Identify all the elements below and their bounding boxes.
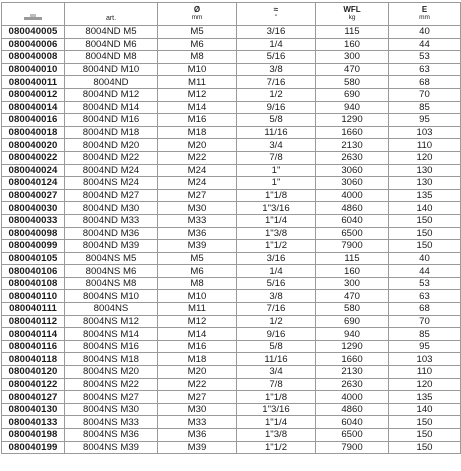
e-cell: 70	[389, 315, 461, 328]
table-row	[2, 353, 461, 366]
art-cell: 8004NS M20	[65, 366, 158, 379]
diameter-cell: M6	[158, 265, 237, 278]
wfl-cell: 1290	[316, 340, 389, 353]
diameter-cell: M20	[158, 139, 237, 152]
e-cell: 130	[389, 177, 461, 190]
art-cell: 8004NS M27	[65, 391, 158, 404]
inch-unit: "	[274, 14, 278, 21]
code-cell: 080040024	[2, 164, 65, 177]
table-row	[2, 177, 461, 190]
wfl-cell: 6500	[316, 429, 389, 442]
art-header-label: art.	[105, 15, 117, 22]
art-cell: 8004NS M10	[65, 290, 158, 303]
code-cell: 080040008	[2, 51, 65, 64]
art-cell: 8004ND M20	[65, 139, 158, 152]
inch-cell: 7/8	[237, 378, 316, 391]
inch-cell: 1"3/8	[237, 227, 316, 240]
wfl-cell: 580	[316, 76, 389, 89]
wfl-cell: 690	[316, 88, 389, 101]
inch-cell: 1"	[237, 177, 316, 190]
inch-cell: 1"1/4	[237, 214, 316, 227]
wfl-cell: 6500	[316, 227, 389, 240]
inch-cell: 7/16	[237, 76, 316, 89]
code-cell: 080040133	[2, 416, 65, 429]
table-row	[2, 202, 461, 215]
art-cell: 8004NS M18	[65, 353, 158, 366]
art-cell: 8004ND M39	[65, 240, 158, 253]
wfl-cell: 1290	[316, 114, 389, 127]
art-cell: 8004NS M30	[65, 403, 158, 416]
table-header	[2, 3, 461, 26]
code-cell: 080040116	[2, 340, 65, 353]
e-cell: 95	[389, 114, 461, 127]
table-row	[2, 277, 461, 290]
e-cell: 150	[389, 227, 461, 240]
diameter-cell: M30	[158, 403, 237, 416]
code-cell: 080040127	[2, 391, 65, 404]
inch-column-header	[237, 3, 316, 26]
e-cell: 40	[389, 252, 461, 265]
e-cell: 150	[389, 240, 461, 253]
code-cell: 080040014	[2, 101, 65, 114]
code-cell: 080040122	[2, 378, 65, 391]
e-cell: 150	[389, 416, 461, 429]
e-cell: 53	[389, 51, 461, 64]
wfl-cell: 6040	[316, 416, 389, 429]
code-cell: 080040098	[2, 227, 65, 240]
e-cell: 150	[389, 429, 461, 442]
e-cell: 44	[389, 265, 461, 278]
e-cell: 110	[389, 139, 461, 152]
table-row	[2, 63, 461, 76]
inch-cell: 1"1/4	[237, 416, 316, 429]
inch-cell: 11/16	[237, 353, 316, 366]
art-cell: 8004ND M10	[65, 63, 158, 76]
table-row	[2, 164, 461, 177]
e-cell: 53	[389, 277, 461, 290]
e-cell: 103	[389, 353, 461, 366]
diameter-cell: M27	[158, 189, 237, 202]
e-cell: 110	[389, 366, 461, 379]
code-column-header	[2, 3, 65, 26]
diameter-cell: M10	[158, 63, 237, 76]
table-row	[2, 441, 461, 454]
code-cell: 080040114	[2, 328, 65, 341]
diameter-cell: M8	[158, 51, 237, 64]
wfl-cell: 2130	[316, 366, 389, 379]
inch-cell: 5/16	[237, 51, 316, 64]
approx-symbol: ≈	[273, 5, 279, 14]
art-cell: 8004ND M36	[65, 227, 158, 240]
code-cell: 080040027	[2, 189, 65, 202]
wfl-cell: 470	[316, 290, 389, 303]
art-cell: 8004ND M8	[65, 51, 158, 64]
code-cell: 080040124	[2, 177, 65, 190]
table-row	[2, 265, 461, 278]
table-row	[2, 315, 461, 328]
diameter-cell: M39	[158, 240, 237, 253]
wfl-cell: 2130	[316, 139, 389, 152]
art-cell: 8004NS M39	[65, 441, 158, 454]
code-cell: 080040020	[2, 139, 65, 152]
header-row	[2, 3, 461, 26]
inch-cell: 1"	[237, 164, 316, 177]
diameter-unit: mm	[191, 14, 203, 21]
e-cell: 130	[389, 164, 461, 177]
wfl-cell: 940	[316, 328, 389, 341]
inch-cell: 5/8	[237, 340, 316, 353]
table-row	[2, 26, 461, 39]
wfl-cell: 115	[316, 252, 389, 265]
code-cell: 080040006	[2, 38, 65, 51]
table-row	[2, 366, 461, 379]
table-row	[2, 151, 461, 164]
wfl-cell: 3060	[316, 177, 389, 190]
wfl-cell: 4860	[316, 403, 389, 416]
diameter-cell: M22	[158, 378, 237, 391]
inch-cell: 9/16	[237, 328, 316, 341]
diameter-cell: M27	[158, 391, 237, 404]
code-cell: 080040106	[2, 265, 65, 278]
wfl-unit: kg	[348, 14, 356, 21]
inch-cell: 5/8	[237, 114, 316, 127]
code-cell: 080040198	[2, 429, 65, 442]
e-cell: 140	[389, 202, 461, 215]
table-row	[2, 126, 461, 139]
wfl-cell: 115	[316, 26, 389, 39]
wfl-column-header	[316, 3, 389, 26]
diameter-symbol: Ø	[193, 5, 201, 14]
wfl-cell: 1660	[316, 353, 389, 366]
wfl-cell: 4000	[316, 391, 389, 404]
code-cell: 080040110	[2, 290, 65, 303]
diameter-cell: M24	[158, 177, 237, 190]
diameter-cell: M33	[158, 416, 237, 429]
diameter-cell: M36	[158, 429, 237, 442]
wfl-cell: 300	[316, 277, 389, 290]
e-column-header	[389, 3, 461, 26]
e-cell: 40	[389, 26, 461, 39]
table-row	[2, 391, 461, 404]
table-row	[2, 429, 461, 442]
code-cell: 080040120	[2, 366, 65, 379]
table-row	[2, 328, 461, 341]
code-cell: 080040111	[2, 303, 65, 316]
table-row	[2, 416, 461, 429]
diameter-cell: M5	[158, 26, 237, 39]
table-row	[2, 189, 461, 202]
art-cell: 8004NS M14	[65, 328, 158, 341]
e-cell: 150	[389, 214, 461, 227]
wfl-cell: 7900	[316, 441, 389, 454]
inch-cell: 1"1/2	[237, 240, 316, 253]
diameter-cell: M14	[158, 101, 237, 114]
code-cell: 080040105	[2, 252, 65, 265]
e-cell: 63	[389, 290, 461, 303]
inch-cell: 1"1/2	[237, 441, 316, 454]
diameter-cell: M12	[158, 315, 237, 328]
wfl-cell: 2630	[316, 378, 389, 391]
inch-cell: 5/16	[237, 277, 316, 290]
code-cell: 080040012	[2, 88, 65, 101]
art-cell: 8004NS M24	[65, 177, 158, 190]
code-cell: 080040199	[2, 441, 65, 454]
inch-cell: 1/2	[237, 88, 316, 101]
wfl-cell: 580	[316, 303, 389, 316]
table-row	[2, 378, 461, 391]
table-row	[2, 403, 461, 416]
code-cell: 080040011	[2, 76, 65, 89]
inch-cell: 1"1/8	[237, 189, 316, 202]
inch-cell: 3/16	[237, 252, 316, 265]
art-cell: 8004ND M24	[65, 164, 158, 177]
inch-cell: 3/8	[237, 63, 316, 76]
diameter-column-header	[158, 3, 237, 26]
table-row	[2, 38, 461, 51]
inch-cell: 3/4	[237, 366, 316, 379]
art-cell: 8004ND M22	[65, 151, 158, 164]
art-column-header	[65, 3, 158, 26]
art-cell: 8004NS M36	[65, 429, 158, 442]
inch-cell: 1/4	[237, 265, 316, 278]
art-cell: 8004ND M18	[65, 126, 158, 139]
wfl-label: WFL	[343, 5, 361, 14]
inch-cell: 1"3/8	[237, 429, 316, 442]
wfl-cell: 3060	[316, 164, 389, 177]
art-cell: 8004ND	[65, 76, 158, 89]
diameter-cell: M12	[158, 88, 237, 101]
e-cell: 120	[389, 378, 461, 391]
inch-cell: 1"3/16	[237, 403, 316, 416]
table-row	[2, 240, 461, 253]
table-row	[2, 303, 461, 316]
e-cell: 68	[389, 303, 461, 316]
table-row	[2, 76, 461, 89]
inch-cell: 1/4	[237, 38, 316, 51]
art-cell: 8004NS M22	[65, 378, 158, 391]
diameter-cell: M39	[158, 441, 237, 454]
e-cell: 135	[389, 391, 461, 404]
inch-cell: 11/16	[237, 126, 316, 139]
wfl-cell: 7900	[316, 240, 389, 253]
code-cell: 080040010	[2, 63, 65, 76]
table-row	[2, 290, 461, 303]
diameter-cell: M11	[158, 303, 237, 316]
wfl-cell: 160	[316, 38, 389, 51]
diameter-cell: M33	[158, 214, 237, 227]
e-cell: 140	[389, 403, 461, 416]
table-row	[2, 101, 461, 114]
e-label: E	[421, 5, 428, 14]
code-cell: 080040118	[2, 353, 65, 366]
e-cell: 85	[389, 328, 461, 341]
diameter-cell: M18	[158, 126, 237, 139]
e-cell: 103	[389, 126, 461, 139]
art-cell: 8004NS M16	[65, 340, 158, 353]
e-cell: 95	[389, 340, 461, 353]
code-cell: 080040099	[2, 240, 65, 253]
code-cell: 080040112	[2, 315, 65, 328]
diameter-cell: M10	[158, 290, 237, 303]
table-body	[2, 26, 461, 454]
e-cell: 70	[389, 88, 461, 101]
table-row	[2, 340, 461, 353]
diameter-cell: M18	[158, 353, 237, 366]
inch-cell: 3/16	[237, 26, 316, 39]
table-row	[2, 252, 461, 265]
table-row	[2, 227, 461, 240]
code-cell: 080040030	[2, 202, 65, 215]
e-cell: 135	[389, 189, 461, 202]
diameter-cell: M20	[158, 366, 237, 379]
product-spec-table	[1, 2, 461, 454]
diameter-cell: M16	[158, 340, 237, 353]
table-row	[2, 114, 461, 127]
e-unit: mm	[419, 14, 430, 21]
art-cell: 8004NS M5	[65, 252, 158, 265]
diameter-cell: M8	[158, 277, 237, 290]
wfl-cell: 4860	[316, 202, 389, 215]
art-cell: 8004NS M12	[65, 315, 158, 328]
wfl-cell: 1660	[316, 126, 389, 139]
diameter-cell: M22	[158, 151, 237, 164]
wfl-cell: 690	[316, 315, 389, 328]
art-cell: 8004ND M5	[65, 26, 158, 39]
wfl-cell: 160	[316, 265, 389, 278]
art-cell: 8004ND M33	[65, 214, 158, 227]
e-cell: 44	[389, 38, 461, 51]
table-row	[2, 139, 461, 152]
art-cell: 8004NS M8	[65, 277, 158, 290]
wfl-cell: 940	[316, 101, 389, 114]
art-cell: 8004NS M33	[65, 416, 158, 429]
inch-cell: 1"1/8	[237, 391, 316, 404]
art-cell: 8004ND M14	[65, 101, 158, 114]
e-cell: 63	[389, 63, 461, 76]
code-cell: 080040016	[2, 114, 65, 127]
art-cell: 8004ND M12	[65, 88, 158, 101]
e-cell: 85	[389, 101, 461, 114]
e-cell: 68	[389, 76, 461, 89]
art-cell: 8004ND M30	[65, 202, 158, 215]
wfl-cell: 4000	[316, 189, 389, 202]
diameter-cell: M11	[158, 76, 237, 89]
inch-cell: 1"3/16	[237, 202, 316, 215]
e-cell: 120	[389, 151, 461, 164]
art-cell: 8004ND M27	[65, 189, 158, 202]
inch-cell: 7/16	[237, 303, 316, 316]
art-cell: 8004ND M6	[65, 38, 158, 51]
code-cell: 080040033	[2, 214, 65, 227]
wfl-cell: 6040	[316, 214, 389, 227]
inch-cell: 1/2	[237, 315, 316, 328]
inch-cell: 3/4	[237, 139, 316, 152]
table-row	[2, 51, 461, 64]
diameter-cell: M14	[158, 328, 237, 341]
inch-cell: 7/8	[237, 151, 316, 164]
code-cell: 080040022	[2, 151, 65, 164]
e-cell: 150	[389, 441, 461, 454]
inch-cell: 3/8	[237, 290, 316, 303]
diameter-cell: M30	[158, 202, 237, 215]
code-cell: 080040130	[2, 403, 65, 416]
art-cell: 8004NS M6	[65, 265, 158, 278]
diameter-cell: M36	[158, 227, 237, 240]
table-row	[2, 214, 461, 227]
code-cell: 080040018	[2, 126, 65, 139]
inch-cell: 9/16	[237, 101, 316, 114]
wfl-cell: 470	[316, 63, 389, 76]
pack-icon	[24, 12, 42, 20]
table-row	[2, 88, 461, 101]
art-cell: 8004ND M16	[65, 114, 158, 127]
diameter-cell: M24	[158, 164, 237, 177]
code-cell: 080040005	[2, 26, 65, 39]
wfl-cell: 300	[316, 51, 389, 64]
wfl-cell: 2630	[316, 151, 389, 164]
art-cell: 8004NS	[65, 303, 158, 316]
diameter-cell: M16	[158, 114, 237, 127]
diameter-cell: M5	[158, 252, 237, 265]
diameter-cell: M6	[158, 38, 237, 51]
code-cell: 080040108	[2, 277, 65, 290]
